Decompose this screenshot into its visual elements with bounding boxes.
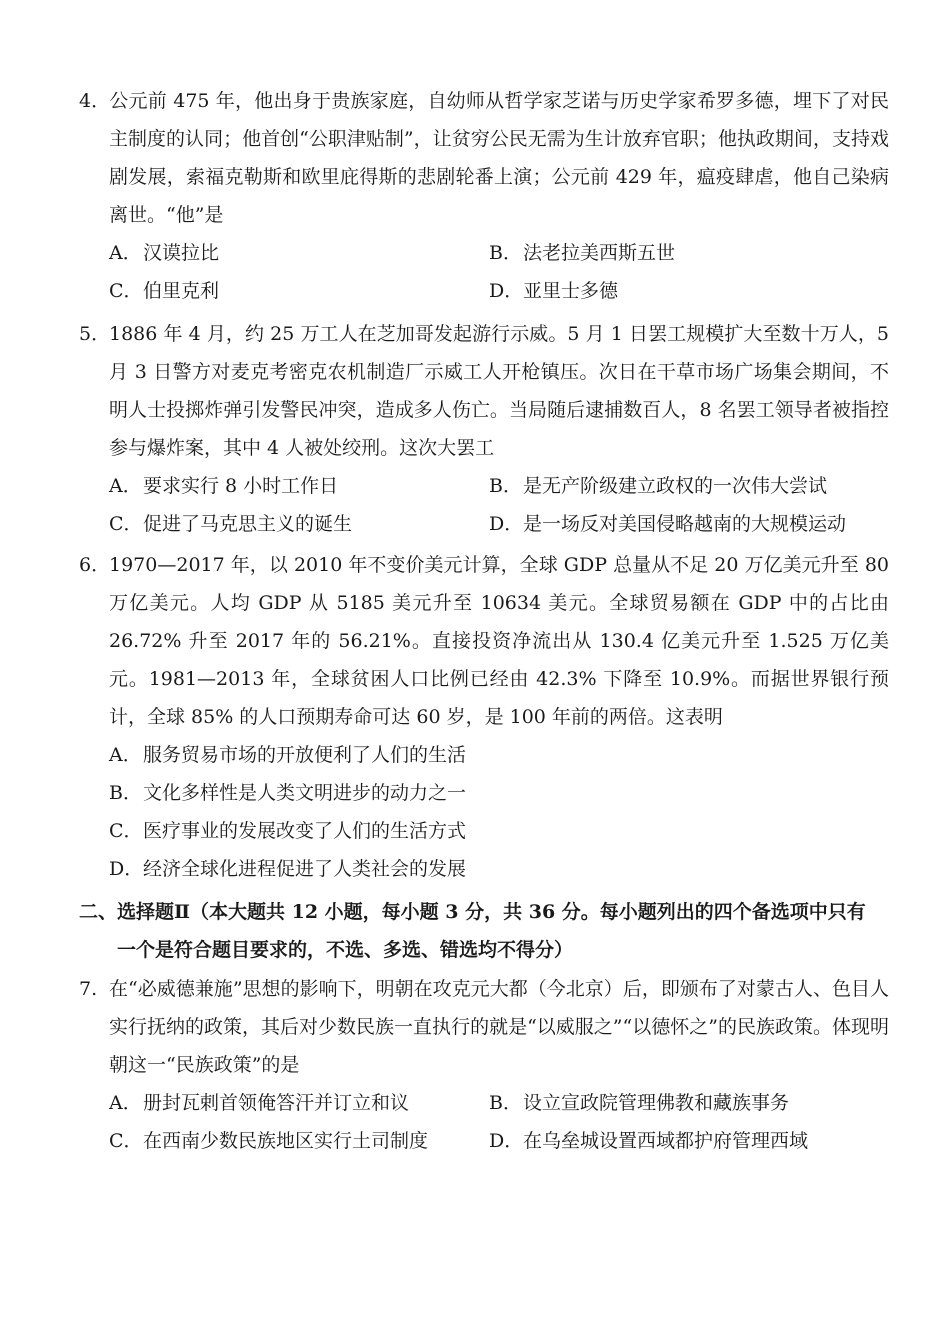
section-header-line-2: 一个是符合题目要求的，不选、多选、错选均不得分） (117, 939, 574, 961)
option-b[interactable]: B．是无产阶级建立政权的一次伟大尝试 (489, 475, 828, 497)
option-d[interactable]: D．经济全球化进程促进了人类社会的发展 (109, 858, 467, 880)
option-a[interactable]: A．要求实行 8 小时工作日 (109, 475, 339, 497)
answer-options (79, 736, 889, 888)
question-stem (79, 546, 889, 736)
question-text: 1886 年 4 月，约 25 万工人在芝加哥发起游行示威。5 月 1 日罢工规模扩大至数十万人，5 月 3 日警方对麦克考密克农机制造厂示威工人开枪镇压。次日在干草市场广场集会期间，不明人士投掷炸弹引发警民冲突，造成多人伤亡。当局随后逮捕数百人，8 名罢工领导者被指控参与爆炸案，其中 4 人被处绞刑。这次大罢工 (109, 323, 889, 459)
question-6 (79, 546, 889, 888)
question-text: 公元前 475 年，他出身于贵族家庭，自幼师从哲学家芝诺与历史学家希罗多德，埋下了对民主制度的认同；他首创“公职津贴制”，让贫穷公民无需为生计放弃官职；他执政期间，支持戏剧发展，索福克勒斯和欧里庇得斯的悲剧轮番上演；公元前 429 年，瘟疫肆虐，他自己染病离世。“他”是 (109, 90, 889, 226)
option-c[interactable]: C．伯里克利 (109, 280, 220, 302)
question-stem (79, 82, 889, 234)
section-header-line-1: 二、选择题Ⅱ（本大题共 12 小题，每小题 3 分，共 36 分。每小题列出的四个备选项中只有 (79, 901, 866, 923)
section-header (79, 893, 889, 969)
option-c[interactable]: C．在西南少数民族地区实行土司制度 (109, 1130, 429, 1152)
option-a[interactable]: A．册封瓦剌首领俺答汗并订立和议 (109, 1092, 410, 1114)
question-stem (79, 315, 889, 467)
question-number: 5． (79, 323, 111, 345)
option-c[interactable]: C．医疗事业的发展改变了人们的生活方式 (109, 820, 467, 842)
question-text: 1970—2017 年，以 2010 年不变价美元计算，全球 GDP 总量从不足 20 万亿美元升至 80 万亿美元。人均 GDP 从 5185 美元升至 10634 美元。全球贸易额在 GDP 中的占比由 26.72% 升至 2017 年的 56.21%。直接投资净流出从 130.4 亿美元升至 1.525 万亿美元。1981—2013 年，全球贫困人口比例已经由 42.3% 下降至 10.9%。而据世界银行预计，全球 85% 的人口预期寿命可达 60 岁，是 100 年前的两倍。这表明 (109, 554, 889, 728)
question-5 (79, 315, 889, 543)
option-a[interactable]: A．服务贸易市场的开放便利了人们的生活 (109, 744, 467, 766)
question-stem (79, 970, 889, 1084)
option-d[interactable]: D．是一场反对美国侵略越南的大规模运动 (489, 513, 847, 535)
answer-options (79, 234, 889, 310)
question-number: 7. (79, 978, 98, 1000)
question-7 (79, 970, 889, 1160)
option-b[interactable]: B．设立宣政院管理佛教和藏族事务 (489, 1092, 790, 1114)
answer-options (79, 467, 889, 543)
option-a[interactable]: A．汉谟拉比 (109, 242, 220, 264)
option-c[interactable]: C．促进了马克思主义的诞生 (109, 513, 353, 535)
question-number: 4． (79, 90, 111, 112)
option-d[interactable]: D．亚里士多德 (489, 280, 619, 302)
option-d[interactable]: D．在乌垒城设置西域都护府管理西域 (489, 1130, 809, 1152)
answer-options (79, 1084, 889, 1160)
question-number: 6． (79, 554, 111, 576)
question-text: 在“必威德兼施”思想的影响下，明朝在攻克元大都（今北京）后，即颁布了对蒙古人、色目人实行抚纳的政策，其后对少数民族一直执行的就是“以威服之”“以德怀之”的民族政策。体现明朝这一“民族政策”的是 (109, 978, 889, 1076)
option-b[interactable]: B．文化多样性是人类文明进步的动力之一 (109, 782, 467, 804)
option-b[interactable]: B．法老拉美西斯五世 (489, 242, 676, 264)
question-4 (79, 82, 889, 310)
